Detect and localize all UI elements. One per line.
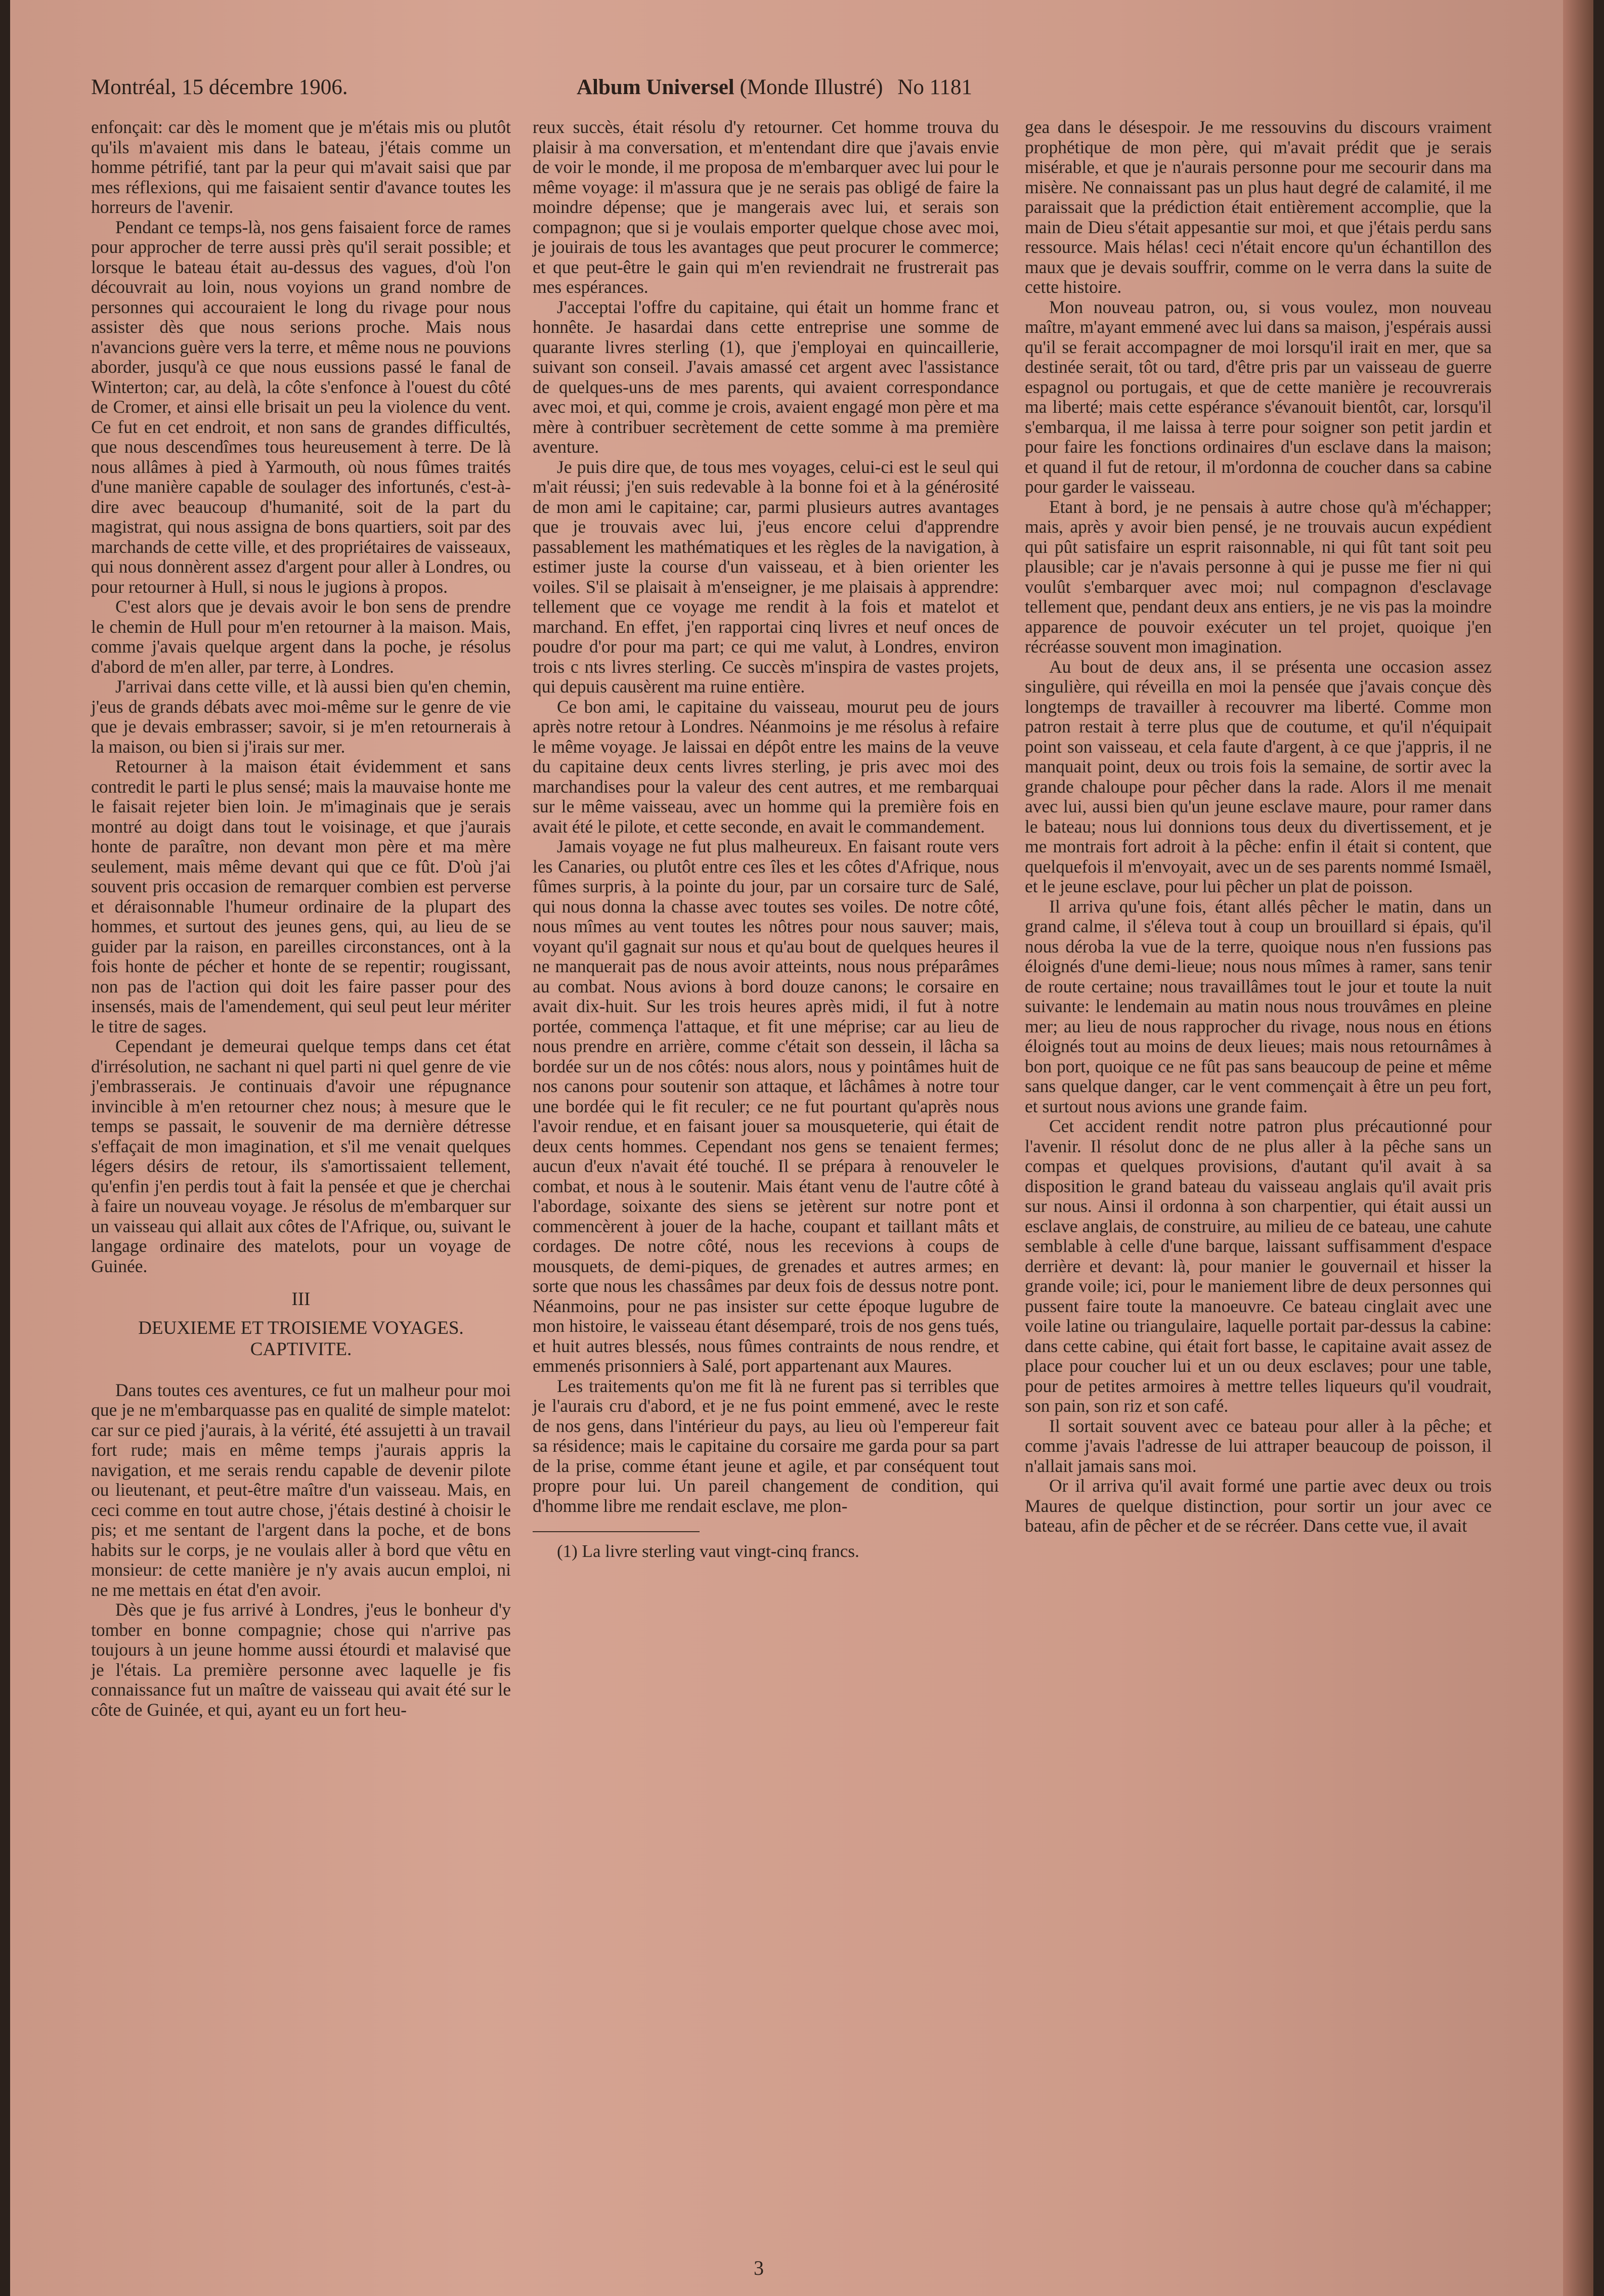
page-number: 3 [754,2257,764,2279]
paragraph: reux succès, était résolu d'y retourner. Cet homme trouva du plaisir à ma conversation, et m'entendant dire que j'avais envie de voir le monde, il me proposa de m'embarquer avec lui pour le même voyage: il m'assura que je ne serais pas obligé de faire la moindre dépense; que je mangerais avec lui, et serais son compagnon; que si je voulais emporter quelque chose avec moi, je jouirais de tous les avantages que peut procurer le commerce; et que peut-être le gain qui m'en reviendrait ne frustrerait pas mes espérances. [533,117,999,297]
paragraph: Etant à bord, je ne pensais à autre chose qu'à m'échapper; mais, après y avoir bien pensé, je ne trouvais aucun expédient qui pût satisfaire un esprit raisonnable, ni qui fût tant soit peu plausible; car je n'avais personne à qui je pusse me fier ni qui voulût s'embarquer avec moi; nul compagnon d'esclavage tellement que, pendant deux ans entiers, je ne vis pas la moindre apparence de pouvoir exécuter un tel projet, quoique j'en récréasse souvent mon imagination. [1025,496,1492,657]
paragraph: Dès que je fus arrivé à Londres, j'eus le bonheur d'y tomber en bonne compagnie; chose qui n'arrive pas toujours à un jeune homme aussi étourdi et malavisé que je l'étais. La première personne avec laquelle je fis connaissance fut un maître de vaisseau qui avait été sur le côte de Guinée, et qui, ayant eu un fort heu- [91,1599,511,1720]
newspaper-page [10,0,1593,2296]
paragraph: J'acceptai l'offre du capitaine, qui était un homme franc et honnête. Je hasardai dans cette entreprise une somme de quarante livres sterling (1), que j'employai en quincaillerie, suivant son conseil. J'avais amassé cet argent avec l'assistance de quelques-uns de mes parents, qui avaient correspondance avec moi, et qui, comme je crois, avaient engagé mon père et ma mère à contribuer secrètement de cette somme à ma première aventure. [533,296,999,457]
header-date: Montréal, 15 décembre 1906. [91,75,348,99]
page-edge-shadow [1563,0,1593,2296]
paragraph: Ce bon ami, le capitaine du vaisseau, mourut peu de jours après notre retour à Londres. Néanmoins je me résolus à refaire le même voyage. Je laissai en dépôt entre les mains de la veuve du capitaine deux cents livres sterling, je pris avec moi des marchandises pour la valeur des cent autres, et me rembarquai sur le même vaisseau, avec un homme qui la première fois en avait été le pilote, et cette seconde, en avait le commandement. [533,696,999,837]
paragraph: Pendant ce temps-là, nos gens faisaient force de rames pour approcher de terre aussi près qu'il serait possible; et lorsque le bateau était au-dessus des vagues, d'où l'on découvrait au loin, nous voyions un grand nombre de personnes qui accouraient le long du rivage pour nous assister dès que nous serions proche. Mais nous n'avancions guère vers la terre, et même nous ne pouvions aborder, jusqu'à ce que nous eussions passé le fanal de Winterton; car, au delà, la côte s'enfonce à l'ouest du côté de Cromer, et ainsi elle brisait un peu la violence du vent. Ce fut en cet endroit, et non sans de grandes difficultés, que nous descendîmes tous heureusement à terre. De là nous allâmes à pied à Yarmouth, où nous fûmes traités d'une manière capable de soulager des infortunés, c'est-à-dire avec beaucoup d'humanité, soit de la part du magistrat, qui nous assigna de bons quartiers, soit par des marchands de cette ville, et des propriétaires de vaisseaux, qui nous donnèrent assez d'argent pour aller à Londres, ou pour retourner à Hull, si nous le jugions à propos. [91,216,511,597]
section-number: III [291,1289,311,1310]
publication-subtitle: (Monde Illustré) [740,75,883,99]
footnote-divider [533,1531,700,1532]
paragraph: Dans toutes ces aventures, ce fut un malheur pour moi que je ne m'embarquasse pas en qualité de simple matelot: car sur ce pied j'aurais, à la vérité, été assujetti à un travail fort rude; mais en même temps j'aurais appris la navigation, et me serais rendu capable de devenir pilote ou lieutenant, et peut-être maître d'un vaisseau. Mais, en ceci comme en tout autre chose, j'étais destiné à choisir le pis; et me sentant de l'argent dans la poche, et de bons habits sur le corps, je ne voulais aller à bord que vêtu en monsieur: de cette manière je n'y avais aucun emploi, ni ne me mettais en état d'en avoir. [91,1379,511,1600]
paragraph: Jamais voyage ne fut plus malheureux. En faisant route vers les Canaries, ou plutôt entre ces îles et les côtes d'Afrique, nous fûmes surpris, à la pointe du jour, par un corsaire turc de Salé, qui nous donna la chasse avec toutes ses voiles. De notre côté, nous mîmes au vent toutes les nôtres pour nous sauver; mais, voyant qu'il gagnait sur nous et qu'au bout de quelques heures il ne manquerait pas de nous avoir atteints, nous nous préparâmes au combat. Nous avions à bord douze canons; le corsaire en avait dix-huit. Sur les trois heures après midi, il fut à notre portée, commença l'attaque, et fit une méprise; car au lieu de nous prendre en arrière, comme c'était son dessein, il lâcha sa bordée sur un de nos côtés: nous alors, nous y pointâmes huit de nos canons pour soutenir son attaque, et lâchâmes à notre tour une bordée qui le fit reculer; ce ne fut pourtant qu'après nous l'avoir rendue, et en faisant jouer sa mousqueterie, qui était de deux cents hommes. Cependant nos gens se tenaient fermes; aucun d'eux n'avait été touché. Il se prépara à renouveler le combat, et nous à le soutenir. Mais étant venu de l'autre côté à l'abordage, soixante des siens se jetèrent sur notre pont et commencèrent à jouer de la hache, coupant et taillant mâts et cordages. De notre côté, nous les recevions à coups de mousquets, de demi-piques, de grenades et autres armes; en sorte que nous les chassâmes par deux fois de dessus notre pont. Néanmoins, pour ne pas insister sur cette époque lugubre de mon histoire, le vaisseau étant désemparé, trois de nos gens tués, et huit autres blessés, nous fûmes contraints de nous rendre, et emmenés prisonniers à Salé, port appartenant aux Maures. [533,836,999,1376]
text-column-3 [1025,117,1492,1536]
paragraph: gea dans le désespoir. Je me ressouvins du discours vraiment prophétique de mon père, qui m'avait prédit que je serais misérable, et que je n'aurais personne pour me secourir dans ma misère. Ne connaissant pas un plus haut degré de calamité, il me paraissait que la prédiction était entièrement accomplie, que la main de Dieu s'était appesantie sur moi, et que j'étais perdu sans ressource. Mais hélas! ceci n'était encore qu'un échantillon des maux que je devais souffrir, comme on le verra dans la suite de cette histoire. [1025,117,1492,297]
section-title: DEUXIEME ET TROISIEME VOYAGES. CAPTIVITE. [138,1317,464,1360]
text-column-1 [91,117,511,1720]
publication-title: Album Universel [577,75,734,99]
page-header [86,75,1518,110]
paragraph: Au bout de deux ans, il se présenta une occasion assez singulière, qui réveilla en moi la pensée que j'avais conçue dès longtemps de travailler à recouvrer ma liberté. Comme mon patron restait à terre plus que de coutume, et qu'il n'équipait point son vaisseau, et cela faute d'argent, à ce que j'appris, il ne manquait point, deux ou trois fois la semaine, de sortir avec la grande chaloupe pour pêcher dans la rade. Alors il me menait avec lui, aussi bien qu'un jeune esclave maure, pour ramer dans le bateau; nous lui donnions tous deux du divertissement, et je me montrais fort adroit à la pêche: enfin il était si content, que quelquefois il m'envoyait, avec un de ses parents nommé Ismaël, et le jeune esclave, pour lui pêcher un plat de poisson. [1025,656,1492,896]
paragraph: Mon nouveau patron, ou, si vous voulez, mon nouveau maître, m'ayant emmené avec lui dans sa maison, j'espérais aussi qu'il se ferait accompagner de moi lorsqu'il irait en mer, que sa destinée serait, tôt ou tard, d'être pris par un vaisseau de guerre espagnol ou portugais, et que de cette manière je recouvrerais ma liberté; mais cette espérance s'évanouit bientôt, car, lorsqu'il s'embarqua, il me laissa à terre pour soigner son petit jardin et pour faire les fonctions ordinaires d'un esclave dans la maison; et quand il fut de retour, il m'ordonna de coucher dans sa cabine pour garder le vaisseau. [1025,296,1492,497]
paragraph: Il sortait souvent avec ce bateau pour aller à la pêche; et comme j'avais l'adresse de lui attraper beaucoup de poisson, il n'allait jamais sans moi. [1025,1415,1492,1476]
text-column-2 [533,117,999,1562]
paragraph: Cependant je demeurai quelque temps dans cet état d'irrésolution, ne sachant ni quel parti ni quel genre de vie j'embrasserais. Je continuais d'avoir une répugnance invincible à m'en retourner chez nous; à mesure que le temps se passait, le souvenir de ma dernière détresse s'effaçait de mon imagination, et s'il me venait quelques légers désirs de retour, ils s'amortissaient tellement, qu'enfin j'en perdis tout à fait la pensée et que je cherchai à faire un nouveau voyage. Je résolus de m'embarquer sur un vaisseau qui allait aux côtes de l'Afrique, ou, suivant le langage ordinaire des matelots, pour un voyage de Guinée. [91,1036,511,1276]
paragraph: Les traitements qu'on me fit là ne furent pas si terribles que je l'aurais cru d'abord, et je ne fus point emmené, avec le reste de nos gens, dans l'intérieur du pays, au lieu où l'empereur fait sa résidence; mais le capitaine du corsaire me garda pour sa part de la prise, comme étant jeune et agile, et par conséquent tout propre pour lui. Un pareil changement de condition, qui d'homme libre me rendait esclave, me plon- [533,1375,999,1516]
paragraph: Il arriva qu'une fois, étant allés pêcher le matin, dans un grand calme, il s'éleva tout à coup un brouillard si épais, qu'il nous déroba la vue de la terre, quoique nous n'en fussions pas éloignés d'une demi-lieue; nous nous mîmes à ramer, sans tenir de route certaine; nous travaillâmes tout le jour et toute la nuit suivante: le lendemain au matin nous nous trouvâmes en pleine mer; au lieu de nous rapprocher du rivage, nous nous en étions éloignés tout au moins de deux lieues; mais nous retournâmes à bon port, quoique ce ne fût pas sans beaucoup de peine et même sans quelque danger, car le vent commençait à être un peu fort, et surtout nous avions une grande faim. [1025,896,1492,1116]
footnote: (1) La livre sterling vaut vingt-cinq francs. [557,1541,859,1561]
paragraph: Je puis dire que, de tous mes voyages, celui-ci est le seul qui m'ait réussi; j'en suis redevable à la bonne foi et à la générosité de mon ami le capitaine; car, parmi plusieurs autres avantages que je trouvais avec lui, j'eus encore celui d'apprendre passablement les mathématiques et les règles de la navigation, à estimer juste la course d'un vaisseau, et à bien orienter les voiles. S'il se plaisait à m'enseigner, je me plaisais à apprendre: tellement que ce voyage me rendit à la fois et matelot et marchand. En effet, j'en rapportai cinq livres et neuf onces de poudre d'or pour ma part; ce qui me valut, à Londres, environ trois c nts livres sterling. Ce succès m'inspira de vastes projets, qui depuis causèrent ma ruine entière. [533,456,999,697]
paragraph: C'est alors que je devais avoir le bon sens de prendre le chemin de Hull pour m'en retourner à la maison. Mais, comme j'avais quelque argent dans la poche, je résolus d'abord de m'en aller, par terre, à Londres. [91,596,511,677]
header-publication [577,75,972,100]
issue-number: No 1181 [897,75,972,99]
paragraph: enfonçait: car dès le moment que je m'étais mis ou plutôt qu'ils m'avaient mis dans le bateau, j'étais comme un homme pétrifié, tant par la peur qui m'avait saisi que par mes réflexions, qui me faisaient sentir d'avance toutes les horreurs de l'avenir. [91,117,511,217]
paragraph: J'arrivai dans cette ville, et là aussi bien qu'en chemin, j'eus de grands débats avec moi-même sur le genre de vie que je devais embrasser; savoir, si je m'en retournerais à la maison, ou bien si j'irais sur mer. [91,676,511,757]
paragraph: Cet accident rendit notre patron plus précautionné pour l'avenir. Il résolut donc de ne plus aller à la pêche sans un compas et quelques provisions, d'autant qu'il avait à sa disposition le grand bateau du vaisseau anglais qu'il avait pris sur nous. Ainsi il ordonna à son charpentier, qui était aussi un esclave anglais, de construire, au milieu de ce bateau, une cahute semblable à celle d'une barque, laissant suffisamment d'espace derrière et devant: là, pour manier le gouvernail et hisser la grande voile; ici, pour le maniement libre de deux personnes qui pussent faire toute la manoeuvre. Ce bateau cinglait avec une voile latine ou triangulaire, laquelle portait par-dessus la cabine: dans cette cabine, qui était fort basse, le capitaine avait assez de place pour coucher lui et un ou deux esclaves; pour une table, pour de petites armoires à mettre telles liqueurs qu'il voudrait, son pain, son riz et son café. [1025,1116,1492,1416]
paragraph: Or il arriva qu'il avait formé une partie avec deux ou trois Maures de quelque distinction, pour sortir un jour avec ce bateau, afin de pêcher et de se récréer. Dans cette vue, il avait [1025,1476,1492,1536]
paragraph: Retourner à la maison était évidemment et sans contredit le parti le plus sensé; mais la mauvaise honte me le faisait rejeter bien loin. Je m'imaginais que je serais montré au doigt dans tout le voisinage, et que j'aurais honte de paraître, non devant mon père et ma mère seulement, mais même devant qui que ce fût. D'où j'ai souvent pris occasion de remarquer combien est perverse et déraisonnable l'humeur ordinaire de la plupart des hommes, et surtout des jeunes gens, qui, au lieu de se guider par la raison, en pareilles circonstances, ont à la fois honte de pécher et honte de se repentir; rougissant, non pas de l'action qui doit les faire passer pour des insensés, mais de l'amendement, qui seul peut leur mériter le titre de sages. [91,756,511,1036]
